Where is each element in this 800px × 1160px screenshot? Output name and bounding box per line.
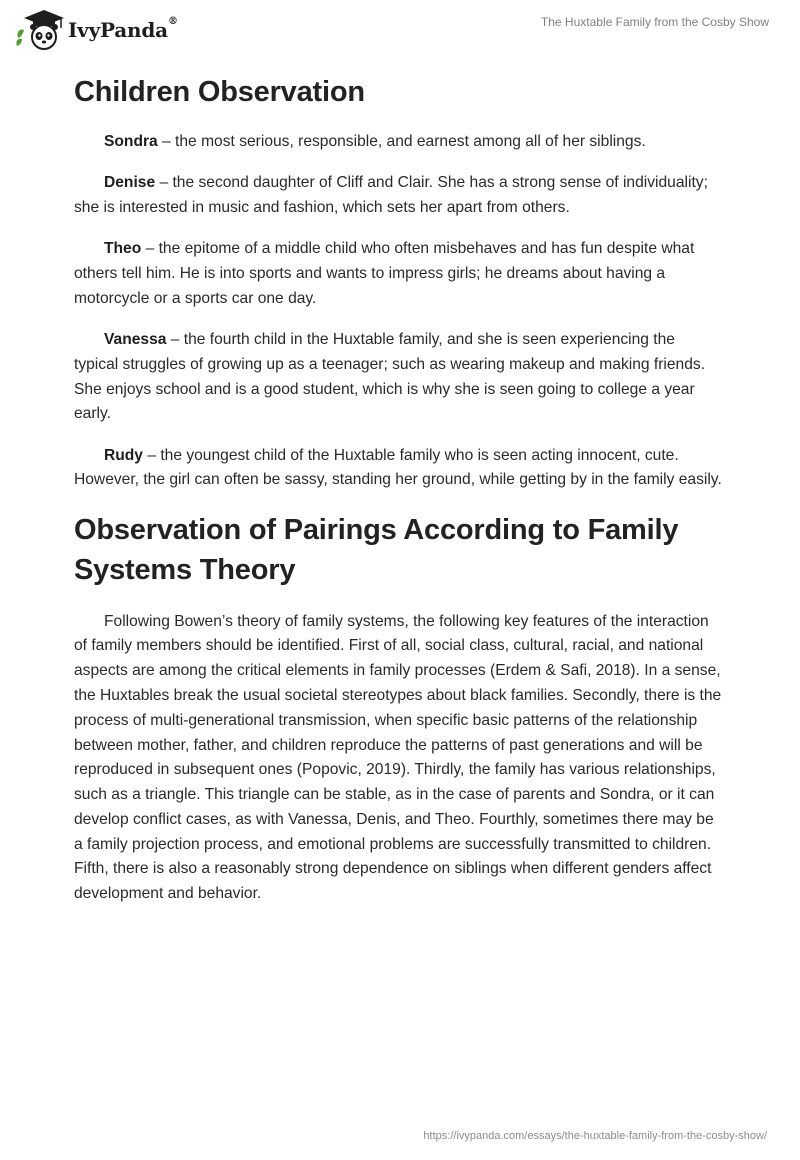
section-heading-children: Children Observation: [74, 76, 365, 108]
child-description: – the fourth child in the Huxtable family, and she is seen experiencing the typical struggles of growing up as a teenager; such as wearing makeup and making friends. She enjoys school and is a good student, which is why she is seen going to college a year early.: [74, 330, 706, 423]
child-description: – the most serious, responsible, and earnest among all of her siblings.: [157, 133, 646, 150]
child-name: Vanessa: [104, 330, 167, 348]
essay-content: [74, 72, 722, 923]
child-entry-denise: [74, 171, 722, 221]
source-url[interactable]: https://ivypanda.com/essays/the-huxtable-family-from-the-cosby-show/: [423, 1130, 767, 1142]
child-entry-theo: [74, 237, 722, 311]
child-entry-vanessa: [74, 328, 722, 427]
family-systems-paragraph: Following Bowen’s theory of family systems, the following key features of the interaction of family members should be identified. First of all, social class, cultural, racial, and national aspects are among the critical elements in family processes (Erdem & Safi, 2018). In a sense, the Huxtables break the usual societal stereotypes about black families. Secondly, there is the process of multi-generational transmission, when specific basic patterns of the relationship between mother, father, and children reproduce the patterns of past generations and will be reproduced in subsequent ones (Popovic, 2019). Thirdly, the family has various relationships, such as a triangle. This triangle can be stable, as in the case of parents and Sondra, or it can develop conflict cases, as with Vanessa, Denis, and Theo. Fourthly, sometimes there may be a family projection process, and emotional problems are successfully transmitted to children. Fifth, there is also a reasonably strong dependence on siblings when different genders affect development and behavior.: [74, 612, 722, 903]
child-description: – the second daughter of Cliff and Clair. She has a strong sense of individuality; she is interested in music and fashion, which sets her apart from others.: [74, 174, 708, 216]
page-header: [0, 0, 800, 60]
logo-text: IvyPanda®: [68, 16, 178, 42]
child-entry-rudy: [74, 444, 722, 494]
child-name: Rudy: [104, 446, 143, 464]
child-description: – the youngest child of the Huxtable family who is seen acting innocent, cute. However, the girl can often be sassy, standing her ground, while getting by in the family easily.: [74, 446, 722, 489]
ivypanda-logo[interactable]: [14, 8, 178, 52]
document-title: The Huxtable Family from the Cosby Show: [540, 15, 769, 29]
child-name: Denise: [104, 174, 156, 192]
panda-graduate-icon: [14, 8, 66, 52]
child-description: – the epitome of a middle child who often misbehaves and has fun despite what others tell him. He is into sports and wants to impress girls; he dreams about having a motorcycle or a sports car one day.: [74, 240, 695, 307]
child-name: Sondra: [104, 133, 158, 150]
child-name: Theo: [104, 240, 142, 258]
section-heading-pairings: Observation of Pairings According to Family Systems Theory: [74, 513, 679, 586]
child-entry-sondra: [74, 130, 722, 155]
